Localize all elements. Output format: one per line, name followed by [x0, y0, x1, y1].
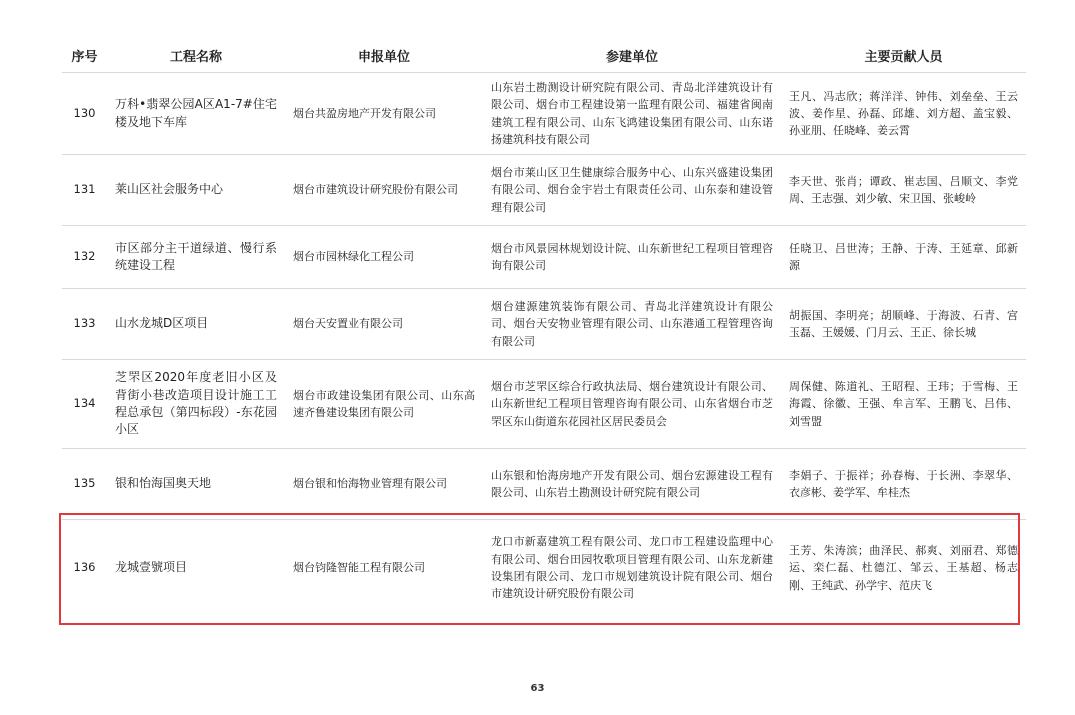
project-award-table	[62, 38, 1026, 616]
applicant-unit: 烟台天安置业有限公司	[285, 289, 483, 360]
header-no: 序号	[62, 38, 107, 73]
applicant-unit: 烟台市建筑设计研究股份有限公司	[285, 155, 483, 226]
project-name: 芝罘区2020年度老旧小区及背街小巷改造项目设计施工工程总承包（第四标段）-东花园小区	[107, 360, 285, 449]
page-number: 63	[530, 683, 545, 694]
table-row-highlighted	[62, 520, 1026, 617]
participant-units: 山东银和怡海房地产开发有限公司、烟台宏源建设工程有限公司、山东岩土勘测设计研究院有限公司	[483, 449, 781, 520]
table-row	[62, 226, 1026, 289]
project-name: 莱山区社会服务中心	[107, 155, 285, 226]
main-contributors: 李娟子、于振祥；孙春梅、于长洲、李翠华、衣彦彬、姜学军、牟桂杰	[781, 449, 1026, 520]
table-row	[62, 360, 1026, 449]
applicant-unit: 烟台钧隆智能工程有限公司	[293, 561, 425, 575]
project-name: 市区部分主干道绿道、慢行系统建设工程	[107, 226, 285, 289]
table-row	[62, 155, 1026, 226]
header-contributors: 主要贡献人员	[781, 38, 1026, 73]
table-header-row	[62, 38, 1026, 73]
project-name: 万科•翡翠公园A区A1-7#住宅楼及地下车库	[107, 73, 285, 155]
row-number: 130	[62, 73, 107, 155]
main-contributors: 周保健、陈道礼、王昭程、王玮；于雪梅、王海霞、徐徽、王强、牟言军、王鹏飞、吕伟、刘雪盟	[781, 360, 1026, 449]
row-number: 132	[62, 226, 107, 289]
participant-units: 烟台建源建筑装饰有限公司、青岛北洋建筑设计有限公司、烟台天安物业管理有限公司、山东港通工程管理咨询有限公司	[483, 289, 781, 360]
project-name: 龙城壹號项目	[115, 560, 188, 575]
participant-units: 烟台市芝罘区综合行政执法局、烟台建筑设计有限公司、山东新世纪工程项目管理咨询有限公司、山东省烟台市芝罘区东山街道东花园社区居民委员会	[483, 360, 781, 449]
main-contributors: 任晓卫、吕世涛；王静、于涛、王延章、邱新源	[781, 226, 1026, 289]
participant-units: 山东岩土勘测设计研究院有限公司、青岛北洋建筑设计有限公司、烟台市工程建设第一监理有限公司、福建省闽南建筑工程有限公司、山东飞鸿建设集团有限公司、山东诺扬建筑科技有限公司	[483, 73, 781, 155]
applicant-unit: 烟台市政建设集团有限公司、山东高速齐鲁建设集团有限公司	[285, 360, 483, 449]
participant-units: 烟台市风景园林规划设计院、山东新世纪工程项目管理咨询有限公司	[483, 226, 781, 289]
main-contributors: 胡振国、李明亮；胡顺峰、于海波、石青、宫玉磊、王媛媛、门月云、王正、徐长城	[781, 289, 1026, 360]
table-row	[62, 73, 1026, 155]
main-contributors: 李天世、张肖；谭政、崔志国、吕顺文、李党周、王志强、刘少敏、宋卫国、张峻岭	[781, 155, 1026, 226]
main-contributors: 王芳、朱涛滨；曲泽民、郝爽、刘丽君、郑德运、栾仁磊、杜德江、邹云、王基超、杨志刚、王纯武、孙学宇、范庆飞	[789, 544, 1018, 592]
participant-units: 烟台市莱山区卫生健康综合服务中心、山东兴盛建设集团有限公司、烟台金宇岩土有限责任公司、山东泰和建设管理有限公司	[483, 155, 781, 226]
table-row	[62, 449, 1026, 520]
applicant-unit: 烟台共盈房地产开发有限公司	[285, 73, 483, 155]
header-applicant: 申报单位	[285, 38, 483, 73]
row-number: 135	[62, 449, 107, 520]
main-contributors: 王凡、冯志欣；蒋洋洋、钟伟、刘垒垒、王云波、姜作星、孙磊、邱雄、刘方超、盖宝毅、孙亚朋、任晓峰、姜云霄	[781, 73, 1026, 155]
row-number: 134	[62, 360, 107, 449]
applicant-unit: 烟台市园林绿化工程公司	[285, 226, 483, 289]
table-row	[62, 289, 1026, 360]
project-name: 山水龙城D区项目	[107, 289, 285, 360]
participant-units: 龙口市新嘉建筑工程有限公司、龙口市工程建设监理中心有限公司、烟台田园牧歌项目管理有限公司、山东龙新建设集团有限公司、龙口市规划建筑设计院有限公司、烟台市建筑设计研究股份有限公司	[491, 535, 773, 601]
header-project-name: 工程名称	[107, 38, 285, 73]
row-number: 136	[73, 560, 96, 575]
applicant-unit: 烟台银和怡海物业管理有限公司	[285, 449, 483, 520]
header-participants: 参建单位	[483, 38, 781, 73]
row-number: 133	[62, 289, 107, 360]
row-number: 131	[62, 155, 107, 226]
project-name: 银和怡海国奥天地	[107, 449, 285, 520]
